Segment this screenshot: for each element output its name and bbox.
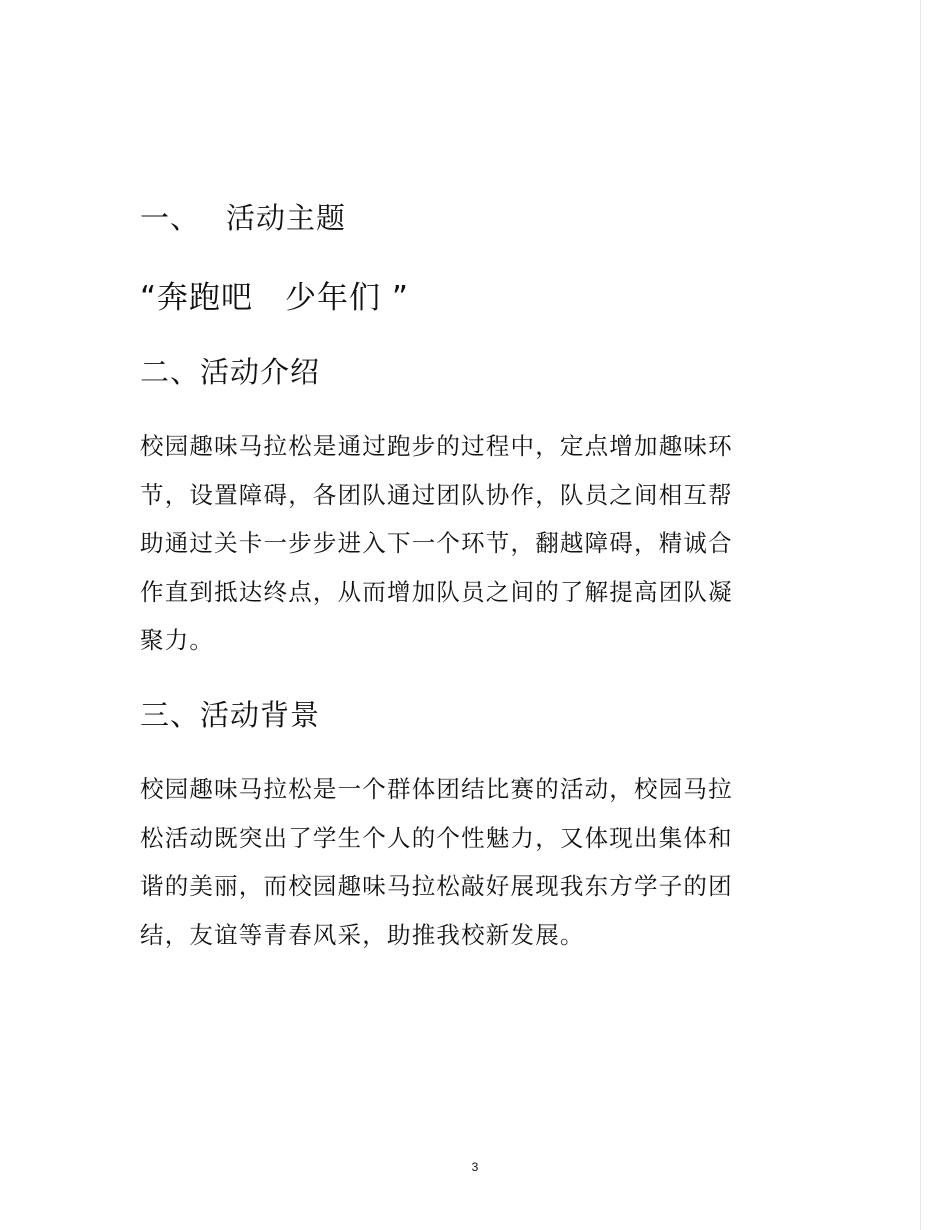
- paragraph-line: 松活动既突出了学生个人的个性魅力，又体现出集体和: [140, 823, 733, 852]
- section-title: 活动主题: [226, 201, 347, 235]
- section-heading-theme: [140, 200, 346, 236]
- paragraph-background: [140, 765, 780, 959]
- section-heading-background: 三、活动背景: [140, 698, 321, 732]
- paragraph-line: 聚力。: [140, 626, 215, 654]
- paragraph-line: 结，友谊等青春风采，助推我校新发展。: [140, 920, 585, 949]
- paragraph-line: 节，设置障碍，各团队通过团队协作，队员之间相互帮: [140, 480, 733, 509]
- paragraph-line: 校园趣味马拉松是一个群体团结比赛的活动，校园马拉: [140, 775, 733, 803]
- paragraph-line: 作直到抵达终点，从而增加队员之间的了解提高团队凝: [140, 577, 733, 606]
- section-number: 一、: [140, 201, 201, 235]
- paragraph-line: 谐的美丽，而校园趣味马拉松敲好展现我东方学子的团: [140, 872, 733, 900]
- paragraph-line: 助通过关卡一步步进入下一个环节，翻越障碍，精诚合: [140, 529, 733, 557]
- slogan: “奔跑吧 少年们 ”: [140, 280, 409, 316]
- paragraph-line: 校园趣味马拉松是通过跑步的过程中，定点增加趣味环: [140, 432, 733, 460]
- paragraph-intro: [140, 422, 780, 665]
- page-number: 3: [471, 1160, 479, 1174]
- section-heading-intro: 二、活动介绍: [140, 355, 321, 389]
- page-edge-divider: [920, 0, 921, 1230]
